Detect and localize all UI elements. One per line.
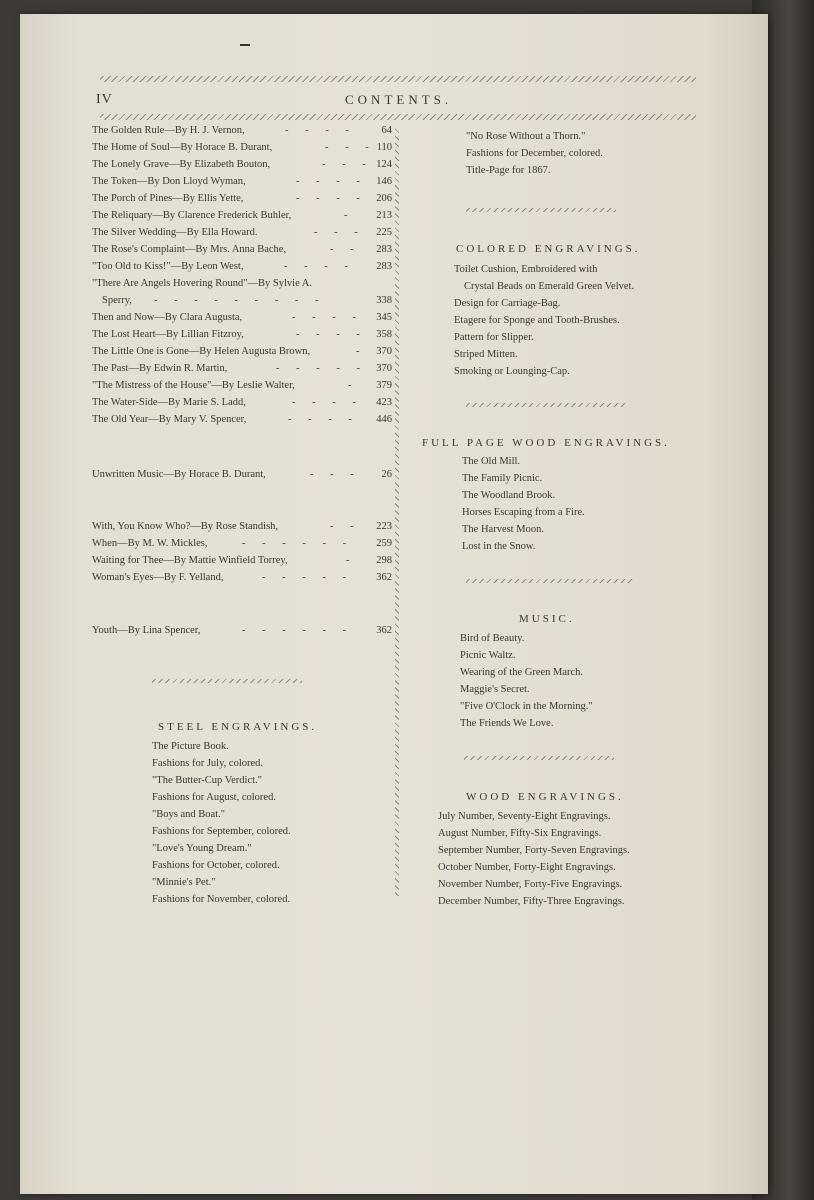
list-item: November Number, Forty-Five Engravings.	[438, 879, 623, 890]
leader-dots: - - -	[325, 142, 376, 153]
poems-group-2	[92, 466, 392, 483]
full-page-wood-list	[462, 453, 585, 555]
entry-page: 345	[376, 312, 392, 323]
list-item: October Number, Forty-Eight Engravings.	[438, 862, 616, 873]
entry-title: Then and Now—By Clara Augusta,	[92, 312, 243, 323]
entry-page: 225	[376, 227, 392, 238]
entry-title: The Golden Rule—By H. J. Vernon,	[92, 125, 245, 136]
header-rule-bottom	[100, 114, 696, 120]
leader-dots: - - -	[322, 159, 373, 170]
list-item: The Woodland Brook.	[462, 490, 556, 501]
section-rule	[152, 679, 302, 683]
leader-dots: - - - - - -	[242, 625, 354, 636]
entry-page: 423	[376, 397, 392, 408]
entry-title: Woman's Eyes—By F. Yelland,	[92, 572, 224, 583]
ink-mark	[240, 44, 250, 46]
entry-page: 213	[376, 210, 392, 221]
list-item: The Old Mill.	[462, 456, 521, 467]
entry-title: The Rose's Complaint—By Mrs. Anna Bache,	[92, 244, 287, 255]
entry-page: 362	[376, 572, 392, 583]
entry-page: 110	[376, 142, 392, 153]
toc-entry	[92, 122, 392, 139]
entry-page: 26	[381, 469, 392, 480]
entry-title: "Too Old to Kiss!"—By Leon West,	[92, 261, 244, 272]
entry-title: The Token—By Don Lloyd Wyman,	[92, 176, 246, 187]
entry-page: 283	[376, 261, 392, 272]
toc-entry	[92, 411, 392, 428]
entry-page: 124	[376, 159, 392, 170]
entry-page: 206	[376, 193, 392, 204]
leader-dots: -	[344, 210, 355, 221]
toc-entry	[92, 224, 392, 241]
leader-dots: - - -	[310, 469, 361, 480]
section-rule	[466, 403, 626, 407]
list-item: The Family Picnic.	[462, 473, 543, 484]
toc-entry	[92, 518, 392, 535]
music-list	[460, 630, 593, 732]
entry-page: 259	[376, 538, 392, 549]
toc-entry	[92, 309, 392, 326]
wood-engravings-list	[438, 808, 630, 910]
entry-title: With, You Know Who?—By Rose Standish,	[92, 521, 279, 532]
toc-entry	[92, 466, 392, 483]
header-rule-top	[100, 76, 696, 82]
entry-title: Sperry,	[102, 295, 132, 306]
list-item: "The Butter-Cup Verdict."	[152, 775, 262, 786]
list-item: Crystal Beads on Emerald Green Velvet.	[464, 281, 635, 292]
entry-page: 223	[376, 521, 392, 532]
list-item: "Love's Young Dream."	[152, 843, 252, 854]
poems-group-3	[92, 518, 392, 586]
leader-dots: - - - -	[296, 329, 367, 340]
entry-title: The Lonely Grave—By Elizabeth Bouton,	[92, 159, 271, 170]
entry-page: 338	[376, 295, 392, 306]
list-item: August Number, Fifty-Six Engravings.	[438, 828, 602, 839]
section-rule	[466, 579, 634, 583]
steel-engravings-list	[152, 738, 291, 908]
entry-page: 298	[376, 555, 392, 566]
list-item: Fashions for July, colored.	[152, 758, 264, 769]
list-item: Striped Mitten.	[454, 349, 518, 360]
entry-title: The Reliquary—By Clarence Frederick Buhler,	[92, 210, 292, 221]
toc-entry	[92, 292, 392, 309]
leader-dots: - -	[330, 244, 361, 255]
list-item: Wearing of the Green March.	[460, 667, 584, 678]
toc-entry	[92, 326, 392, 343]
toc-entry	[92, 622, 392, 639]
entry-title: The Old Year—By Mary V. Spencer,	[92, 414, 247, 425]
toc-entry	[92, 156, 392, 173]
leader-dots: - - -	[314, 227, 365, 238]
entry-title: Youth—By Lina Spencer,	[92, 625, 201, 636]
list-item: "Five O'Clock in the Morning."	[460, 701, 593, 712]
music-heading: MUSIC.	[519, 613, 575, 625]
leader-dots: - - - -	[296, 193, 367, 204]
toc-entry	[92, 275, 392, 292]
list-item: The Picture Book.	[152, 741, 229, 752]
entry-page: 358	[376, 329, 392, 340]
full-page-wood-heading: FULL PAGE WOOD ENGRAVINGS.	[422, 437, 670, 449]
list-item: December Number, Fifty-Three Engravings.	[438, 896, 625, 907]
toc-entry	[92, 377, 392, 394]
list-item: Picnic Waltz.	[460, 650, 516, 661]
leader-dots: - - - - - -	[242, 538, 354, 549]
leader-dots: - - - -	[284, 261, 355, 272]
list-item: Fashions for September, colored.	[152, 826, 291, 837]
entry-page: 146	[376, 176, 392, 187]
entry-title: The Little One is Gone—By Helen Augusta Brown,	[92, 346, 311, 357]
list-item: Bird of Beauty.	[460, 633, 525, 644]
column-divider	[395, 126, 399, 896]
leader-dots: - -	[330, 521, 361, 532]
toc-entry	[92, 139, 392, 156]
list-item: July Number, Seventy-Eight Engravings.	[438, 811, 611, 822]
list-item: "No Rose Without a Thorn."	[466, 131, 586, 142]
list-item: Title-Page for 1867.	[466, 165, 551, 176]
poems-group-4	[92, 622, 392, 639]
page-title: CONTENTS.	[345, 92, 453, 107]
leader-dots: - - - -	[285, 125, 356, 136]
colored-engravings-list	[454, 261, 634, 380]
entry-title: The Water-Side—By Marie S. Ladd,	[92, 397, 246, 408]
leader-dots: -	[356, 346, 367, 357]
list-item: Design for Carriage-Bag.	[454, 298, 561, 309]
page-number: IV	[96, 92, 113, 107]
section-rule	[464, 756, 614, 760]
leader-dots: - - - -	[296, 176, 367, 187]
list-item: "Minnie's Pet."	[152, 877, 216, 888]
list-item: Fashions for November, colored.	[152, 894, 291, 905]
leader-dots: - - - -	[288, 414, 359, 425]
leader-dots: - - - -	[292, 312, 363, 323]
list-item: September Number, Forty-Seven Engravings.	[438, 845, 630, 856]
list-item: Horses Escaping from a Fire.	[462, 507, 585, 518]
entry-title: The Porch of Pines—By Ellis Yette,	[92, 193, 244, 204]
list-item: Fashions for October, colored.	[152, 860, 280, 871]
entry-title: The Lost Heart—By Lillian Fitzroy,	[92, 329, 244, 340]
steel-engravings-continued	[466, 128, 603, 179]
toc-entry	[92, 190, 392, 207]
entry-page: 379	[376, 380, 392, 391]
steel-engravings-heading: STEEL ENGRAVINGS.	[158, 721, 318, 733]
leader-dots: - - - - -	[276, 363, 367, 374]
poems-group-1	[92, 122, 392, 428]
list-item: "Boys and Boat."	[152, 809, 226, 820]
entry-page: 370	[376, 363, 392, 374]
list-item: The Friends We Love.	[460, 718, 554, 729]
list-item: Fashions for December, colored.	[466, 148, 603, 159]
toc-entry	[92, 241, 392, 258]
toc-entry	[92, 552, 392, 569]
leader-dots: - - - - -	[262, 572, 353, 583]
wood-engravings-heading: WOOD ENGRAVINGS.	[466, 791, 624, 803]
toc-entry	[92, 360, 392, 377]
toc-entry	[92, 394, 392, 411]
list-item: The Harvest Moon.	[462, 524, 544, 535]
entry-title: The Home of Soul—By Horace B. Durant,	[92, 142, 273, 153]
entry-page: 362	[376, 625, 392, 636]
list-item: Smoking or Lounging-Cap.	[454, 366, 570, 377]
entry-title: The Silver Wedding—By Ella Howard.	[92, 227, 258, 238]
entry-page: 64	[381, 125, 392, 136]
list-item: Etagere for Sponge and Tooth-Brushes.	[454, 315, 620, 326]
entry-title: "There Are Angels Hovering Round"—By Sylvie A.	[92, 278, 313, 289]
list-item: Maggie's Secret.	[460, 684, 530, 695]
toc-entry	[92, 343, 392, 360]
entry-title: When—By M. W. Mickles,	[92, 538, 208, 549]
leader-dots: - - - -	[292, 397, 363, 408]
entry-page: 370	[376, 346, 392, 357]
toc-entry	[92, 258, 392, 275]
leader-dots: - - - - - - - - -	[154, 295, 326, 306]
colored-engravings-heading: COLORED ENGRAVINGS.	[456, 243, 641, 255]
entry-title: "The Mistress of the House"—By Leslie Walter,	[92, 380, 295, 391]
entry-title: The Past—By Edwin R. Martin,	[92, 363, 228, 374]
list-item: Lost in the Snow.	[462, 541, 536, 552]
leader-dots: -	[346, 555, 357, 566]
entry-title: Unwritten Music—By Horace B. Durant,	[92, 469, 266, 480]
entry-page: 446	[376, 414, 392, 425]
toc-entry	[92, 535, 392, 552]
entry-title: Waiting for Thee—By Mattie Winfield Torrey,	[92, 555, 288, 566]
list-item: Toilet Cushion, Embroidered with	[454, 264, 598, 275]
leader-dots: -	[348, 380, 359, 391]
toc-entry	[92, 173, 392, 190]
toc-entry	[92, 207, 392, 224]
section-rule	[466, 208, 616, 212]
list-item: Pattern for Slipper.	[454, 332, 534, 343]
list-item: Fashions for August, colored.	[152, 792, 276, 803]
entry-page: 283	[376, 244, 392, 255]
toc-entry	[92, 569, 392, 586]
